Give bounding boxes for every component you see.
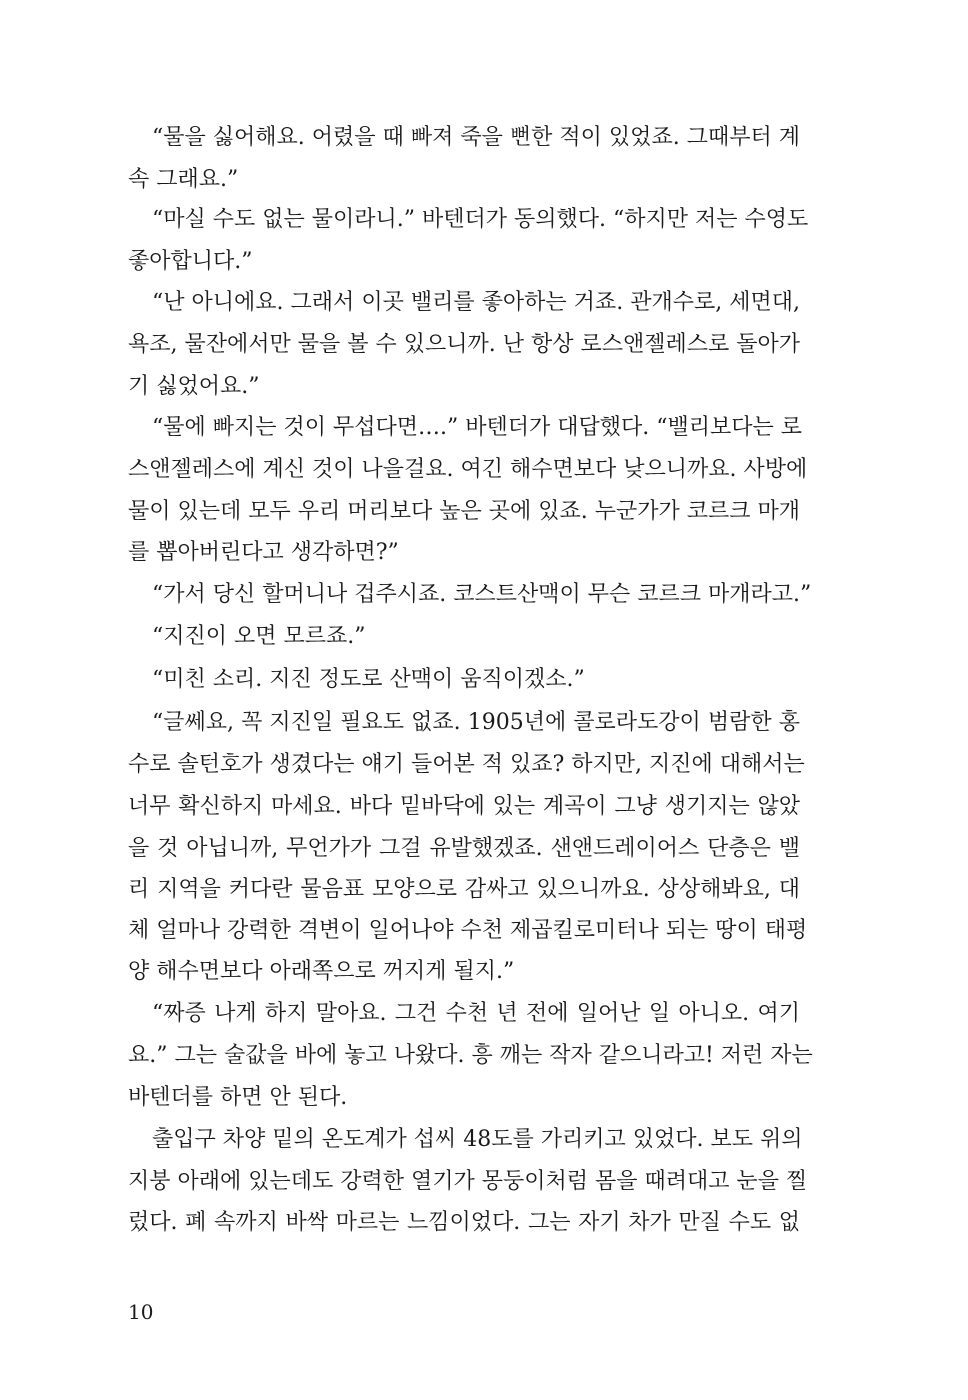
text-line: “지진이 오면 모르죠.” bbox=[152, 624, 366, 649]
text-line: “난 아니에요. 그래서 이곳 밸리를 좋아하는 거죠. 관개수로, 세면대, bbox=[152, 290, 800, 315]
page-number: 10 bbox=[128, 1300, 154, 1324]
text-line: 리 지역을 커다란 물음표 모양으로 감싸고 있으니까요. 상상해봐요, 대 bbox=[128, 877, 800, 902]
text-line: “물을 싫어해요. 어렸을 때 빠져 죽을 뻔한 적이 있었죠. 그때부터 계 bbox=[152, 125, 800, 150]
text-line: 기 싫었어요.” bbox=[128, 374, 260, 399]
text-line: 스앤젤레스에 계신 것이 나을걸요. 여긴 해수면보다 낮으니까요. 사방에 bbox=[128, 457, 808, 482]
text-line: 요.” 그는 술값을 바에 놓고 나왔다. 흥 깨는 작자 같으니라고! 저런 자는 bbox=[128, 1043, 813, 1068]
text-line: “짜증 나게 하지 말아요. 그건 수천 년 전에 일어난 일 아니오. 여기 bbox=[152, 1001, 800, 1026]
text-line: “물에 빠지는 것이 무섭다면….” 바텐더가 대답했다. “밸리보다는 로 bbox=[152, 415, 802, 440]
text-line: 너무 확신하지 마세요. 바다 밑바닥에 있는 계곡이 그냥 생기지는 않았 bbox=[128, 794, 800, 819]
text-line: “마실 수도 없는 물이라니.” 바텐더가 동의했다. “하지만 저는 수영도 bbox=[152, 207, 809, 232]
text-line: 를 뽑아버린다고 생각하면?” bbox=[128, 540, 399, 565]
text-line: 지붕 아래에 있는데도 강력한 열기가 몽둥이처럼 몸을 때려대고 눈을 찔 bbox=[128, 1169, 808, 1194]
text-line: 좋아합니다.” bbox=[128, 249, 253, 274]
text-line: 바텐더를 하면 안 된다. bbox=[128, 1085, 348, 1110]
text-line: 렀다. 폐 속까지 바싹 마르는 느낌이었다. 그는 자기 차가 만질 수도 없 bbox=[128, 1210, 800, 1235]
text-line: 수로 솔턴호가 생겼다는 얘기 들어본 적 있죠? 하지만, 지진에 대해서는 bbox=[128, 752, 805, 777]
text-line: “글쎄요, 꼭 지진일 필요도 없죠. 1905년에 콜로라도강이 범람한 홍 bbox=[152, 710, 800, 735]
text-line: 양 해수면보다 아래쪽으로 꺼지게 될지.” bbox=[128, 959, 515, 984]
text-line: 출입구 차양 밑의 온도계가 섭씨 48도를 가리키고 있었다. 보도 위의 bbox=[152, 1127, 803, 1152]
text-line: 체 얼마나 강력한 격변이 일어나야 수천 제곱킬로미터나 되는 땅이 태평 bbox=[128, 918, 808, 943]
text-line: 속 그래요.” bbox=[128, 167, 239, 192]
text-line: 을 것 아닙니까, 무언가가 그걸 유발했겠죠. 샌앤드레이어스 단층은 밸 bbox=[128, 836, 800, 861]
text-line: “미친 소리. 지진 정도로 산맥이 움직이겠소.” bbox=[152, 667, 585, 692]
text-line: 욕조, 물잔에서만 물을 볼 수 있으니까. 난 항상 로스앤젤레스로 돌아가 bbox=[128, 332, 800, 357]
text-line: “가서 당신 할머니나 겁주시죠. 코스트산맥이 무슨 코르크 마개라고.” bbox=[152, 582, 812, 607]
text-line: 물이 있는데 모두 우리 머리보다 높은 곳에 있죠. 누군가가 코르크 마개 bbox=[128, 499, 800, 524]
